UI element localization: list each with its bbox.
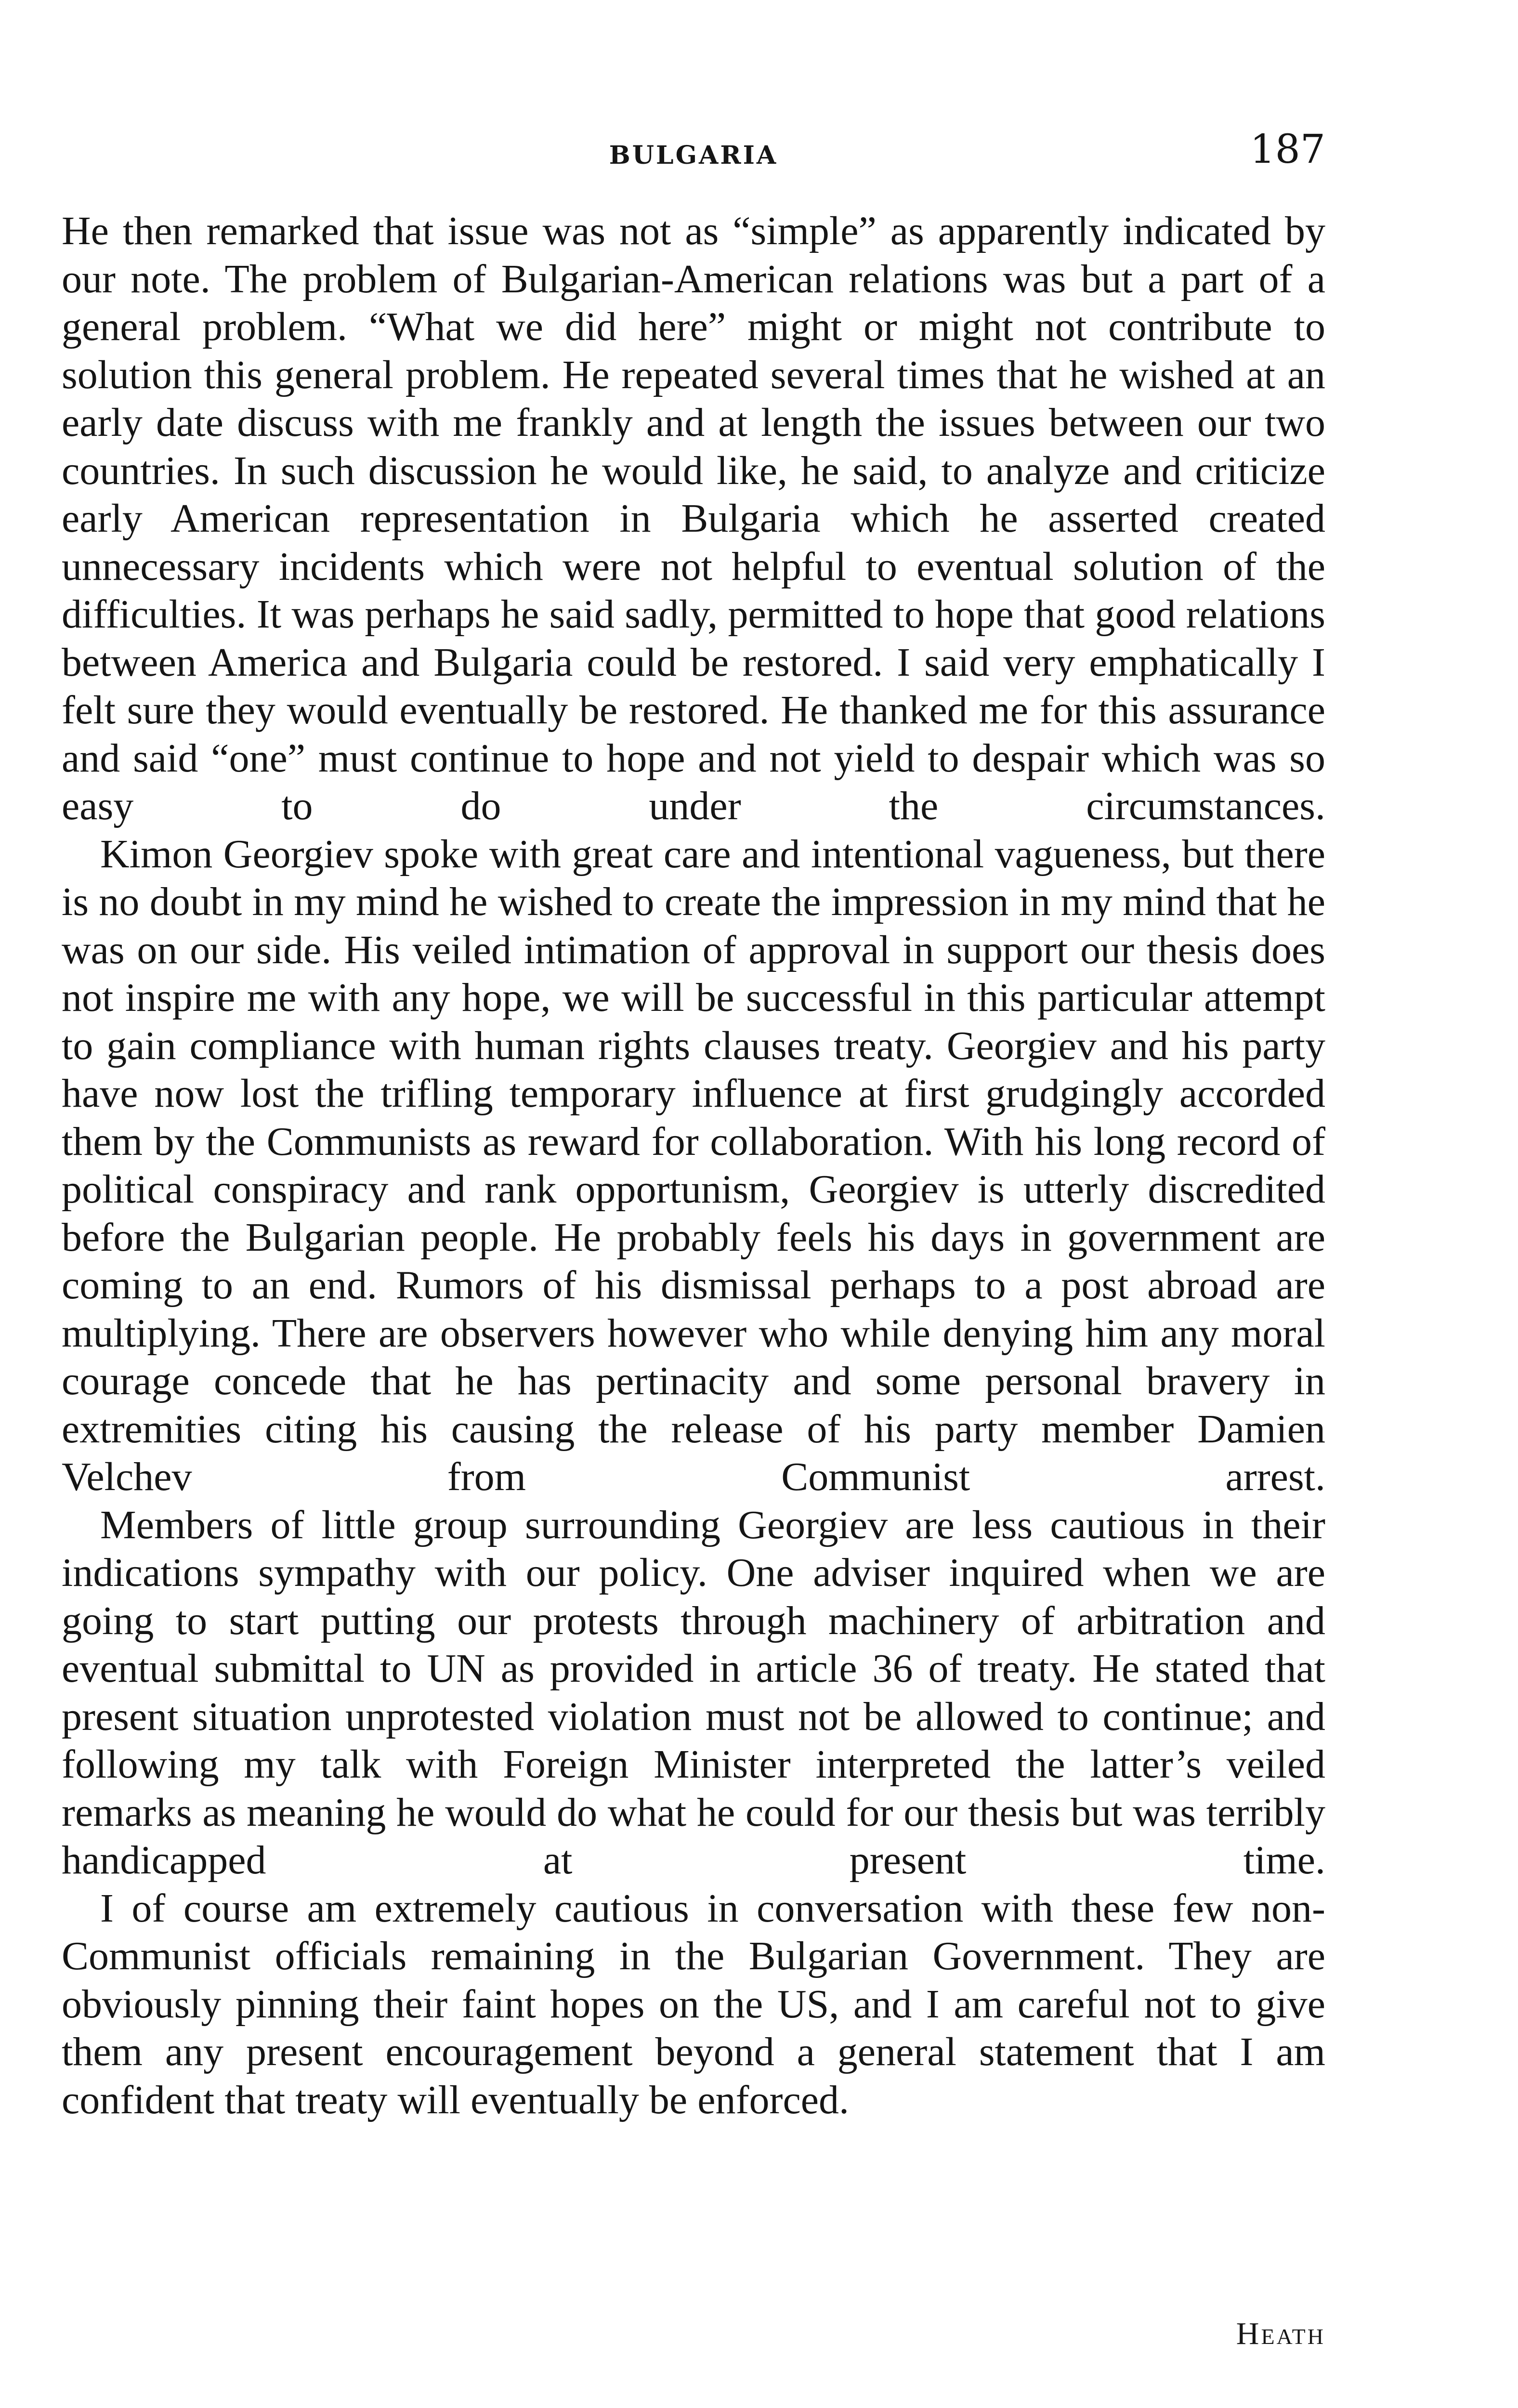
paragraph-2: Kimon Georgiev spoke with great care and intentional vagueness, but there is no doubt in my mind he wished to create the impression in my mind that he was on our side. His veiled intimation of approval in support our thesis does not inspire me with any hope, we will be successful in this particular attempt to gain compliance with human rights clauses treaty. Georgiev and his party have now lost the trifling temporary influence at first grudgingly accorded them by the Communists as reward for collaboration. With his long record of political conspiracy and rank opportunism, Georgiev is utterly discredited before the Bulgarian people. He probably feels his days in government are coming to an end. Rumors of his dismissal perhaps to a post abroad are multiplying. There are observers however who while denying him any moral courage concede that he has pertinacity and some personal bravery in extremities citing his causing the release of his party member Damien Velchev from Communist arrest. bbox=[62, 831, 1325, 1499]
signature: Heath bbox=[1236, 2316, 1325, 2351]
running-title: BULGARIA bbox=[609, 141, 778, 170]
paragraph-1: He then remarked that issue was not as “simple” as apparently indicated by our note. The problem of Bulgarian-American relations was but a part of a general problem. “What we did here” might or might not contribute to solution this general problem. He repeated several times that he wished at an early date discuss with me frankly and at length the issues between our two countries. In such discussion he would like, he said, to analyze and criticize early American representation in Bulgaria which he asserted created unnecessary incidents which were not helpful to eventual solution of the difficulties. It was perhaps he said sadly, permitted to hope that good relations between America and Bulgaria could be restored. I said very emphatically I felt sure they would eventually be restored. He thanked me for this assurance and said “one” must continue to hope and not yield to despair which was so easy to do under the circumstances. bbox=[62, 209, 1325, 828]
paragraph-3: Members of little group surrounding Georgiev are less cautious in their indications sympathy with our policy. One adviser inquired when we are going to start putting our protests through machinery of arbitration and eventual submittal to UN as provided in article 36 of treaty. He stated that present situation unprotested violation must not be allowed to continue; and following my talk with Foreign Minister interpreted the latter’s veiled remarks as meaning he would do what he could for our thesis but was terribly handicapped at present time. bbox=[62, 1502, 1325, 1883]
running-head bbox=[62, 127, 1325, 183]
page-number: 187 bbox=[1250, 127, 1325, 172]
paragraph-4: I of course am extremely cautious in conversation with these few non-Communist officials remaining in the Bulgarian Government. They are obviously pinning their faint hopes on the US, and I am careful not to give them any present encouragement beyond a general statement that I am confident that treaty will eventually be enforced. bbox=[62, 1885, 1325, 2122]
body-text bbox=[62, 207, 1325, 2124]
